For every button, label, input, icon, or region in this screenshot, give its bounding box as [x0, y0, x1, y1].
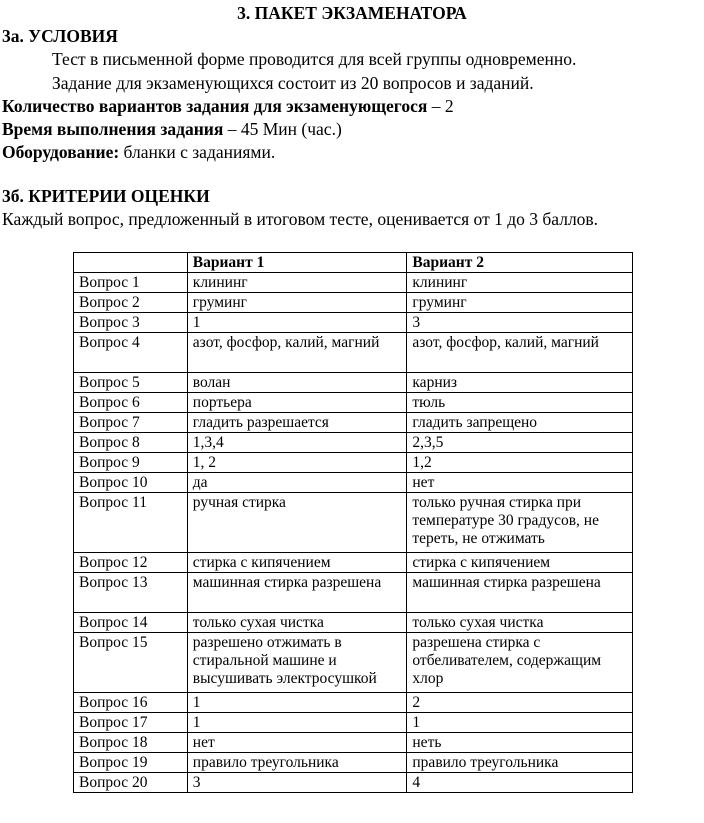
variant-2-cell: только сухая чистка: [407, 613, 633, 633]
variant-1-cell: машинная стирка разрешена: [187, 573, 407, 613]
variant-1-cell: только сухая чистка: [187, 613, 407, 633]
variant-1-cell: 1: [187, 313, 407, 333]
table-row: [74, 313, 633, 333]
variant-2-cell: неть: [407, 733, 633, 753]
variant-2-cell: машинная стирка разрешена: [407, 573, 633, 613]
criteria-text: Каждый вопрос, предложенный в итоговом тесте, оценивается от 1 до 3 баллов.: [2, 209, 599, 229]
question-cell: Вопрос 6: [74, 393, 188, 413]
variant-2-cell: 1,2: [407, 453, 633, 473]
question-cell: Вопрос 10: [74, 473, 188, 493]
table-row: [74, 733, 633, 753]
table-header-cell: Вариант 1: [187, 253, 407, 273]
table-row: [74, 493, 633, 553]
table-row: [74, 413, 633, 433]
variant-1-cell: 3: [187, 773, 407, 793]
variant-2-cell: правило треугольника: [407, 753, 633, 773]
conditions-paragraph-1: Тест в письменной форме проводится для всей группы одновременно.: [52, 49, 577, 69]
duration-value: – 45 Мин (час.): [223, 119, 342, 139]
variant-1-cell: стирка с кипячением: [187, 553, 407, 573]
variant-2-cell: клининг: [407, 273, 633, 293]
table-row: [74, 753, 633, 773]
table-row: [74, 633, 633, 693]
table-row: [74, 393, 633, 413]
variant-2-cell: стирка с кипячением: [407, 553, 633, 573]
variant-1-cell: клининг: [187, 273, 407, 293]
table-row: [74, 433, 633, 453]
variant-2-cell: 3: [407, 313, 633, 333]
section-b-title: 3б. КРИТЕРИИ ОЦЕНКИ: [2, 186, 210, 206]
variant-2-cell: нет: [407, 473, 633, 493]
table-row: [74, 273, 633, 293]
table-row: [74, 473, 633, 493]
duration-label: Время выполнения задания: [2, 119, 224, 139]
variant-2-cell: 2,3,5: [407, 433, 633, 453]
variants-count-line: [2, 96, 454, 116]
table-row: [74, 453, 633, 473]
question-cell: Вопрос 8: [74, 433, 188, 453]
variant-1-cell: да: [187, 473, 407, 493]
table-header-cell: Вариант 2: [407, 253, 633, 273]
variant-1-cell: 1,3,4: [187, 433, 407, 453]
question-cell: Вопрос 5: [74, 373, 188, 393]
question-cell: Вопрос 20: [74, 773, 188, 793]
equipment-value: бланки с заданиями.: [119, 142, 276, 162]
equipment-label: Оборудование:: [2, 142, 120, 162]
conditions-paragraph-2: Задание для экзаменующихся состоит из 20 вопросов и заданий.: [52, 73, 534, 93]
question-cell: Вопрос 3: [74, 313, 188, 333]
variant-1-cell: 1, 2: [187, 453, 407, 473]
duration-line: [2, 119, 342, 139]
equipment-line: [2, 142, 275, 162]
question-cell: Вопрос 13: [74, 573, 188, 613]
variant-2-cell: азот, фосфор, калий, магний: [407, 333, 633, 373]
variant-2-cell: 2: [407, 693, 633, 713]
variant-2-cell: 1: [407, 713, 633, 733]
question-cell: Вопрос 9: [74, 453, 188, 473]
table-row: [74, 293, 633, 313]
variant-1-cell: азот, фосфор, калий, магний: [187, 333, 407, 373]
variant-2-cell: тюль: [407, 393, 633, 413]
table-header-row: [74, 253, 633, 273]
table-row: [74, 693, 633, 713]
question-cell: Вопрос 7: [74, 413, 188, 433]
table-row: [74, 333, 633, 373]
variant-2-cell: только ручная стирка при температуре 30 градусов, не тереть, не отжимать: [407, 493, 633, 553]
variant-2-cell: груминг: [407, 293, 633, 313]
variant-2-cell: карниз: [407, 373, 633, 393]
document-heading: 3. ПАКЕТ ЭКЗАМЕНАТОРА: [237, 3, 467, 23]
question-cell: Вопрос 11: [74, 493, 188, 553]
question-cell: Вопрос 17: [74, 713, 188, 733]
table-row: [74, 553, 633, 573]
variants-count-label: Количество вариантов задания для экзаменующегося: [2, 96, 428, 116]
question-cell: Вопрос 2: [74, 293, 188, 313]
question-cell: Вопрос 16: [74, 693, 188, 713]
variant-1-cell: портьера: [187, 393, 407, 413]
answers-table: [73, 252, 633, 793]
question-cell: Вопрос 14: [74, 613, 188, 633]
question-cell: Вопрос 15: [74, 633, 188, 693]
variant-1-cell: ручная стирка: [187, 493, 407, 553]
variant-2-cell: гладить запрещено: [407, 413, 633, 433]
variant-1-cell: нет: [187, 733, 407, 753]
table-row: [74, 573, 633, 613]
question-cell: Вопрос 19: [74, 753, 188, 773]
variant-1-cell: груминг: [187, 293, 407, 313]
variant-1-cell: волан: [187, 373, 407, 393]
variant-1-cell: гладить разрешается: [187, 413, 407, 433]
question-cell: Вопрос 1: [74, 273, 188, 293]
variant-1-cell: разрешено отжимать в стиральной машине и высушивать электросушкой: [187, 633, 407, 693]
variant-1-cell: правило треугольника: [187, 753, 407, 773]
variant-2-cell: 4: [407, 773, 633, 793]
question-cell: Вопрос 12: [74, 553, 188, 573]
table-row: [74, 773, 633, 793]
variants-count-value: – 2: [427, 96, 454, 116]
question-cell: Вопрос 4: [74, 333, 188, 373]
table-row: [74, 713, 633, 733]
table-row: [74, 613, 633, 633]
variant-1-cell: 1: [187, 713, 407, 733]
variant-2-cell: разрешена стирка с отбеливателем, содержащим хлор: [407, 633, 633, 693]
variant-1-cell: 1: [187, 693, 407, 713]
question-cell: Вопрос 18: [74, 733, 188, 753]
table-header-cell: [74, 253, 188, 273]
section-a-title: 3а. УСЛОВИЯ: [2, 26, 118, 46]
table-row: [74, 373, 633, 393]
